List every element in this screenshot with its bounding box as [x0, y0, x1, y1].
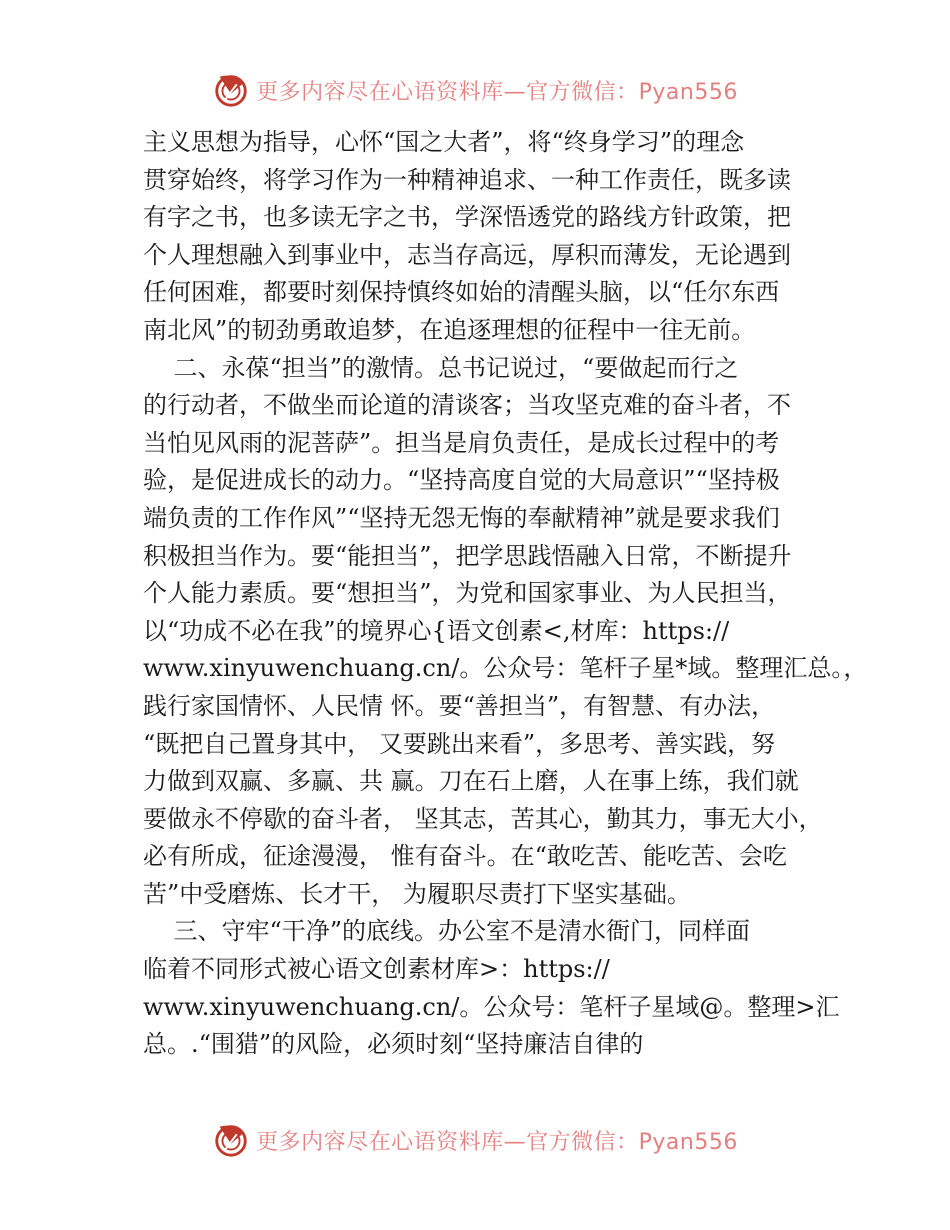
text-line: 总。.“围猎”的风险，必须时刻“坚持廉洁自律的 — [143, 1030, 644, 1059]
header-banner — [0, 68, 950, 112]
footer-banner-text: 更多内容尽在心语资料库—官方微信：Pyan556 — [256, 1129, 738, 1155]
text-line: 临着不同形式被心语文创素材库>：https:// — [143, 955, 610, 984]
text-line: 任何困难，都要时刻保持慎终如始的清醒头脑，以“任尔东西 — [143, 278, 780, 307]
text-line: 的行动者，不做坐而论道的清谈客；当攻坚克难的奋斗者，不 — [143, 391, 791, 420]
text-line: 三、守牢“干净”的底线。办公室不是清水衙门，同样面 — [143, 917, 751, 946]
text-line: 验，是促进成长的动力。“坚持高度自觉的大局意识”“坚持极 — [143, 466, 780, 495]
text-line: 要做永不停歇的奋斗者， 坚其志，苦其心，勤其力，事无大小， — [143, 804, 823, 833]
text-line: 主义思想为指导，心怀“国之大者”，将“终身学习”的理念 — [143, 128, 745, 156]
text-line: “既把自己置身其中， 又要跳出来看”，多思考、善实践，努 — [143, 729, 776, 758]
text-line: 必有所成，征途漫漫， 惟有奋斗。在“敢吃苦、能吃苦、会吃 — [143, 842, 787, 871]
header-banner-text: 更多内容尽在心语资料库—官方微信：Pyan556 — [256, 79, 738, 105]
text-line: www.xinyuwenchuang.cn/。公众号：笔杆子星域@。整理>汇 — [143, 992, 840, 1021]
text-line: 力做到双赢、多赢、共 赢。刀在石上磨，人在事上练，我们就 — [143, 767, 799, 796]
text-line: 二、永葆“担当”的激情。总书记说过，“要做起而行之 — [143, 353, 739, 382]
text-line: 积极担当作为。要“能担当”，把学思践悟融入日常，不断提升 — [143, 541, 792, 570]
text-line: 苦”中受磨炼、长才干， 为履职尽责打下坚实基础。 — [143, 879, 691, 908]
text-line: 个人能力素质。要“想担当”，为党和国家事业、为人民担当， — [143, 579, 792, 608]
text-line: 践行家国情怀、人民情 怀。要“善担当”，有智慧、有办法， — [143, 691, 776, 720]
text-line: 当怕见风雨的泥菩萨”。担当是肩负责任，是成长过程中的考 — [143, 428, 780, 457]
text-line: www.xinyuwenchuang.cn/。公众号：笔杆子星*域。整理汇总。， — [143, 654, 868, 683]
logo-icon — [212, 1121, 250, 1159]
text-line: 贯穿始终，将学习作为一种精神追求、一种工作责任，既多读 — [143, 165, 791, 194]
footer-banner — [0, 1118, 950, 1162]
text-line: 个人理想融入到事业中，志当存高远，厚积而薄发，无论遇到 — [143, 240, 791, 269]
text-line: 端负责的工作作风”“坚持无怨无悔的奉献精神”就是要求我们 — [143, 503, 780, 532]
text-line: 以“功成不必在我”的境界心{语文创素<,材库：https:// — [143, 616, 730, 645]
document-body — [143, 124, 868, 1064]
text-line: 有字之书，也多读无字之书，学深悟透党的路线方针政策，把 — [143, 203, 791, 232]
text-line: 南北风”的韧劲勇敢追梦，在追逐理想的征程中一往无前。 — [143, 315, 756, 344]
logo-icon — [212, 71, 250, 109]
